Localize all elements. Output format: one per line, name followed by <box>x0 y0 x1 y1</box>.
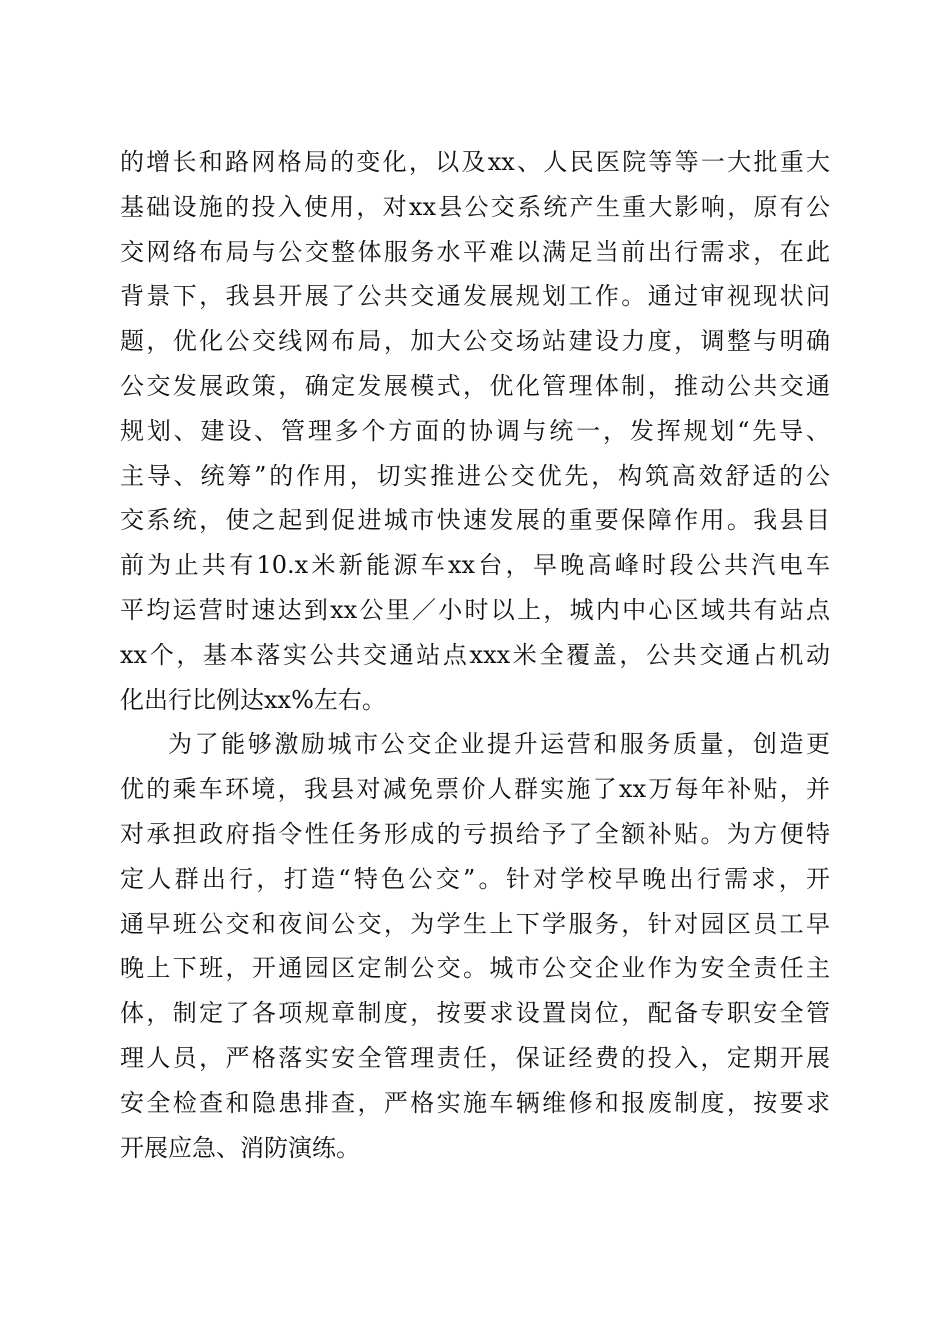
text-line: 安全检查和隐患排查，严格实施车辆维修和报废制度，按要求 <box>120 1088 830 1117</box>
document-body <box>120 140 830 1170</box>
text-line: 的增长和路网格局的变化，以及xx、人民医院等等一大批重大 <box>120 148 830 176</box>
text-line: 公交发展政策，确定发展模式，优化管理体制，推动公共交通 <box>120 371 830 400</box>
text-line: xx个，基本落实公共交通站点xxx米全覆盖，公共交通占机动 <box>120 640 830 669</box>
text-line: 理人员，严格落实安全管理责任，保证经费的投入，定期开展 <box>120 1043 830 1072</box>
paragraph-1 <box>120 140 830 722</box>
text-line: 前为止共有10.x米新能源车xx台，早晚高峰时段公共汽电车 <box>120 551 830 580</box>
paragraph-2 <box>120 722 830 1170</box>
text-line: 交网络布局与公交整体服务水平难以满足当前出行需求，在此 <box>120 237 830 266</box>
text-line: 基础设施的投入使用，对xx县公交系统产生重大影响，原有公 <box>120 192 830 221</box>
text-line: 开展应急、消防演练。 <box>120 1133 360 1162</box>
text-line: 优的乘车环境，我县对减免票价人群实施了xx万每年补贴，并 <box>120 775 830 804</box>
text-line: 化出行比例达xx%左右。 <box>120 685 386 714</box>
text-line: 规划、建设、管理多个方面的协调与统一，发挥规划“先导、 <box>120 416 830 445</box>
text-line: 定人群出行，打造“特色公交”。针对学校早晚出行需求，开 <box>120 864 830 893</box>
text-line: 平均运营时速达到xx公里／小时以上，城内中心区域共有站点 <box>120 595 830 624</box>
text-line: 为了能够激励城市公交企业提升运营和服务质量，创造更 <box>168 730 830 759</box>
text-line: 晚上下班，开通园区定制公交。城市公交企业作为安全责任主 <box>120 954 830 983</box>
text-line: 对承担政府指令性任务形成的亏损给予了全额补贴。为方便特 <box>120 819 830 848</box>
text-line: 背景下，我县开展了公共交通发展规划工作。通过审视现状问 <box>120 282 830 311</box>
text-line: 通早班公交和夜间公交，为学生上下学服务，针对园区员工早 <box>120 909 830 938</box>
text-line: 交系统，使之起到促进城市快速发展的重要保障作用。我县目 <box>120 506 830 535</box>
text-line: 体，制定了各项规章制度，按要求设置岗位，配备专职安全管 <box>120 999 830 1028</box>
text-line: 主导、统筹”的作用，切实推进公交优先，构筑高效舒适的公 <box>120 461 830 490</box>
text-line: 题，优化公交线网布局，加大公交场站建设力度，调整与明确 <box>120 327 830 356</box>
